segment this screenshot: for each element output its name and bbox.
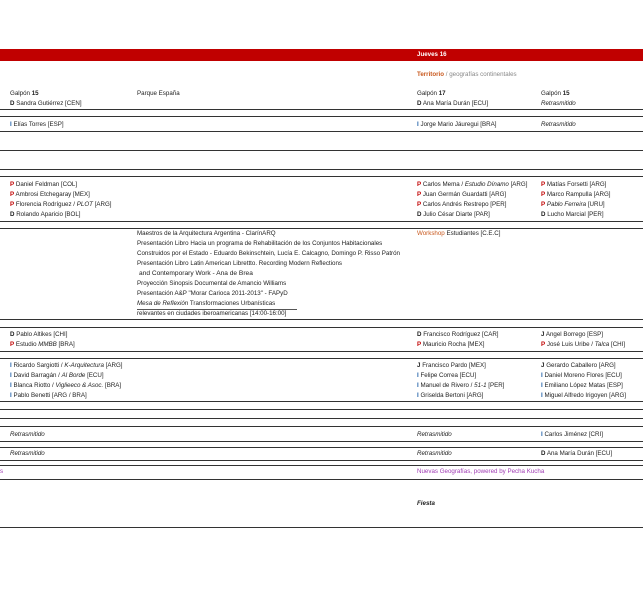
divider [0, 228, 643, 229]
row1-left [10, 100, 82, 108]
participant-entry [417, 341, 484, 349]
role-prefix: P [541, 341, 546, 348]
role-prefix: I [10, 362, 12, 369]
role-prefix: I [541, 382, 543, 389]
divider [0, 319, 643, 320]
program-line: Presentación Libro Latin American Librettto. Recording Modern Reflections [137, 260, 342, 267]
divider [0, 351, 643, 352]
participant-entry [541, 392, 626, 400]
role-prefix: P [10, 341, 15, 348]
divider [0, 418, 643, 419]
row1-right: Retrasmitido [541, 100, 576, 107]
mesa-reflexion-line2: relevantes en ciudades iberoamericanas [14:00-16:00] [137, 310, 287, 317]
role-prefix: D [10, 331, 15, 338]
role-prefix: P [417, 181, 422, 188]
divider [0, 358, 643, 359]
divider [0, 150, 643, 151]
program-line: and Contemporary Work - Ana de Brea [139, 270, 253, 277]
row2-left [10, 121, 64, 129]
role-prefix: P [541, 181, 546, 188]
participant-entry [10, 382, 121, 390]
studio-name: Al Borde [61, 372, 86, 379]
row1-mid [417, 100, 488, 108]
fiesta-label: Fiesta [417, 500, 435, 507]
row2-mid [417, 121, 496, 129]
venue-number: 15 [31, 90, 39, 97]
participant-entry [417, 211, 490, 219]
role-prefix: I [541, 392, 543, 399]
date-label: Jueves 16 [417, 51, 447, 58]
bottom1-right [541, 431, 603, 439]
person-name: Manuel de Rivero / [420, 382, 475, 389]
participant-entry [10, 341, 75, 349]
bottom2-left: Retrasmitido [10, 450, 45, 457]
right-venue-header [541, 90, 570, 98]
venue-label: Galpón [10, 90, 30, 97]
mid-venue-header [417, 90, 446, 98]
participant-entry [10, 392, 87, 400]
country-code: [PER] [486, 382, 505, 389]
role-prefix: J [417, 362, 421, 369]
role-prefix: P [541, 191, 546, 198]
bottom1-left: Retrasmitido [10, 431, 45, 438]
program-line: Presentación A&P "Morar Carioca 2011-2013" - FAPyD [137, 290, 288, 297]
workshop-title: Estudiantes [C.E.C] [444, 230, 501, 237]
person-name: Jorge Mario Jáuregui [BRA] [420, 121, 497, 128]
person-name: Daniel Feldman [COL] [15, 181, 78, 188]
participant-entry [10, 201, 112, 209]
role-prefix: I [541, 372, 543, 379]
program-line: Presentación Libro Hacia un programa de Rehabilitación de los Conjuntos Habitacionales [137, 240, 383, 247]
program-line: Construidos por el Estado - Eduardo Bekinschtein, Lucía E. Calcagno, Domingo P. Risso Patrón [137, 250, 400, 257]
mesa-label: Mesa de Reflexión [137, 300, 189, 307]
participant-entry [541, 372, 622, 380]
studio-name: K-Arquitectura [64, 362, 104, 369]
person-name: Lucho Marcial [PER] [547, 211, 604, 218]
country-code: [URU] [586, 201, 605, 208]
workshop-label: Workshop [417, 230, 445, 237]
person-name: Felipe Correa [ECU] [420, 372, 477, 379]
role-prefix: D [417, 331, 422, 338]
role-prefix: P [10, 191, 15, 198]
participant-entry [417, 372, 476, 380]
bottom2-right [541, 450, 612, 458]
role-prefix: D [541, 450, 546, 457]
divider [0, 460, 643, 461]
person-name: Miguel Alfredo Irigoyen [ARG] [544, 392, 626, 399]
role-prefix: D [10, 100, 15, 107]
territorio-label: Territorio [417, 71, 445, 78]
country-code: [ECU] [85, 372, 104, 379]
participant-entry [417, 331, 499, 339]
participant-entry [417, 201, 506, 209]
participant-entry [541, 331, 603, 339]
person-name: Pablo Altikes [CHI] [16, 331, 68, 338]
date-header-bar [0, 49, 643, 61]
country-code: [ARG] [103, 362, 123, 369]
studio-name: Viglieeco & Asoc. [55, 382, 104, 389]
participant-entry [10, 362, 123, 370]
country-code: [ARG] [508, 181, 528, 188]
person-name: Gerardo Caballero [ARG] [546, 362, 616, 369]
role-prefix: I [417, 121, 419, 128]
bottom1-mid: Retrasmitido [417, 431, 452, 438]
person-name: Blanca Riotto / [13, 382, 56, 389]
venue-number: 17 [438, 90, 446, 97]
person-name: Ambrosi Etchegaray [MEX] [15, 191, 90, 198]
studio-name: MMBB [38, 341, 57, 348]
studio-name: Talca [594, 341, 610, 348]
venue-number: 15 [562, 90, 570, 97]
divider [0, 176, 643, 177]
person-name: Carlos Mema / [422, 181, 465, 188]
mesa-reflexion-line [137, 300, 275, 308]
territorio-subtitle: / geografías continentales [444, 71, 517, 78]
person-name: Ana María Durán [ECU] [422, 100, 489, 107]
role-prefix: I [10, 382, 12, 389]
role-prefix: J [541, 362, 545, 369]
divider [0, 479, 643, 480]
participant-entry [417, 181, 527, 189]
divider [0, 109, 643, 110]
person-name: Ana María Durán [ECU] [546, 450, 613, 457]
venue-label: Galpón [541, 90, 561, 97]
person-name: Emiliano López Matas [ESP] [544, 382, 623, 389]
role-prefix: I [417, 372, 419, 379]
participant-entry [541, 201, 605, 209]
studio-name: 51-1 [474, 382, 487, 389]
divider [0, 116, 643, 117]
participant-entry [541, 362, 616, 370]
participant-entry [541, 181, 606, 189]
left-venue-header [10, 90, 39, 98]
person-name: David Barragán / [13, 372, 62, 379]
divider [0, 327, 643, 328]
person-name: Carlos Andrés Restrepo [PER] [422, 201, 507, 208]
country-code: [BRA] [103, 382, 122, 389]
person-name: Daniel Moreno Flores [ECU] [544, 372, 622, 379]
role-prefix: D [10, 211, 15, 218]
role-prefix: I [10, 392, 12, 399]
person-name: Pablo Benetti [ARG / BRA] [13, 392, 87, 399]
role-prefix: P [10, 201, 15, 208]
participant-entry [10, 331, 67, 339]
participant-entry [10, 372, 104, 380]
participant-entry [417, 362, 486, 370]
program-line: Maestros de la Arquitectura Argentina - ClarínARQ [137, 230, 276, 237]
role-prefix: I [10, 121, 12, 128]
divider [0, 131, 643, 132]
role-prefix: I [417, 392, 419, 399]
studio-name: PLOT [76, 201, 93, 208]
role-prefix: I [541, 431, 543, 438]
role-prefix: I [417, 382, 419, 389]
person-name: Sandra Gutiérrez [CEN] [16, 100, 82, 107]
role-prefix: P [417, 201, 422, 208]
divider [0, 169, 643, 170]
participant-entry [10, 181, 77, 189]
divider [0, 401, 643, 402]
country-code: [CHI] [609, 341, 626, 348]
territorio-heading [417, 71, 517, 79]
divider [0, 447, 643, 448]
country-code: [BRA] [56, 341, 75, 348]
person-name: Francisco Pardo [MEX] [422, 362, 486, 369]
person-name: Carlos Jiménez [CRI] [544, 431, 603, 438]
role-prefix: D [541, 211, 546, 218]
role-prefix: P [417, 191, 422, 198]
country-code: [ARG] [92, 201, 112, 208]
person-name: José Luis Uribe / [546, 341, 595, 348]
role-prefix: J [541, 331, 545, 338]
person-name: Julio César Diarte [PAR] [423, 211, 490, 218]
bottom2-mid: Retrasmitido [417, 450, 452, 457]
row2-right: Retrasmitido [541, 121, 576, 128]
person-name: Estudio [15, 341, 39, 348]
person-name: Francisco Rodríguez [CAR] [423, 331, 499, 338]
person-name: Marco Rampulla [ARG] [546, 191, 611, 198]
role-prefix: P [417, 341, 422, 348]
participant-entry [10, 211, 81, 219]
person-name: Griselda Bertoni [ARG] [420, 392, 484, 399]
participant-entry [541, 382, 623, 390]
program-line: Proyección Sinopsis Documental de Amancio Williams [137, 280, 287, 287]
divider [0, 527, 643, 528]
role-prefix: P [541, 201, 546, 208]
participant-entry [541, 191, 611, 199]
person-name: Ricardo Sargiotti / [13, 362, 65, 369]
role-prefix: D [417, 100, 422, 107]
nuevas-geografias: Nuevas Geografías, powered by Pecha Kucha [417, 468, 545, 475]
venue-label: Galpón [417, 90, 437, 97]
divider [0, 441, 643, 442]
studio-name: Pablo Ferreira [546, 201, 587, 208]
left-place-header: Parque España [137, 90, 180, 97]
role-prefix: P [10, 181, 15, 188]
divider [0, 409, 643, 410]
person-name: Mauricio Rocha [MEX] [422, 341, 485, 348]
divider [0, 465, 643, 466]
mesa-title: Transformaciones Urbanísticas [188, 300, 276, 307]
participant-entry [541, 341, 625, 349]
person-name: Rolando Aparicio [BOL] [16, 211, 81, 218]
person-name: Elías Torres [ESP] [13, 121, 64, 128]
participant-entry [10, 191, 90, 199]
participant-entry [417, 392, 483, 400]
participant-entry [541, 211, 604, 219]
divider [0, 221, 643, 222]
role-prefix: D [417, 211, 422, 218]
divider [0, 426, 643, 427]
participant-entry [417, 382, 504, 390]
person-name: Matías Forsetti [ARG] [546, 181, 607, 188]
person-name: Angel Borrego [ESP] [545, 331, 603, 338]
nuevas-left-mark: s [0, 468, 4, 475]
person-name: Juan Germán Guardatti [ARG] [422, 191, 507, 198]
workshop-line [417, 230, 500, 238]
person-name: Florencia Rodríguez / [15, 201, 77, 208]
studio-name: Estudio Dínamo [464, 181, 509, 188]
role-prefix: I [10, 372, 12, 379]
participant-entry [417, 191, 506, 199]
